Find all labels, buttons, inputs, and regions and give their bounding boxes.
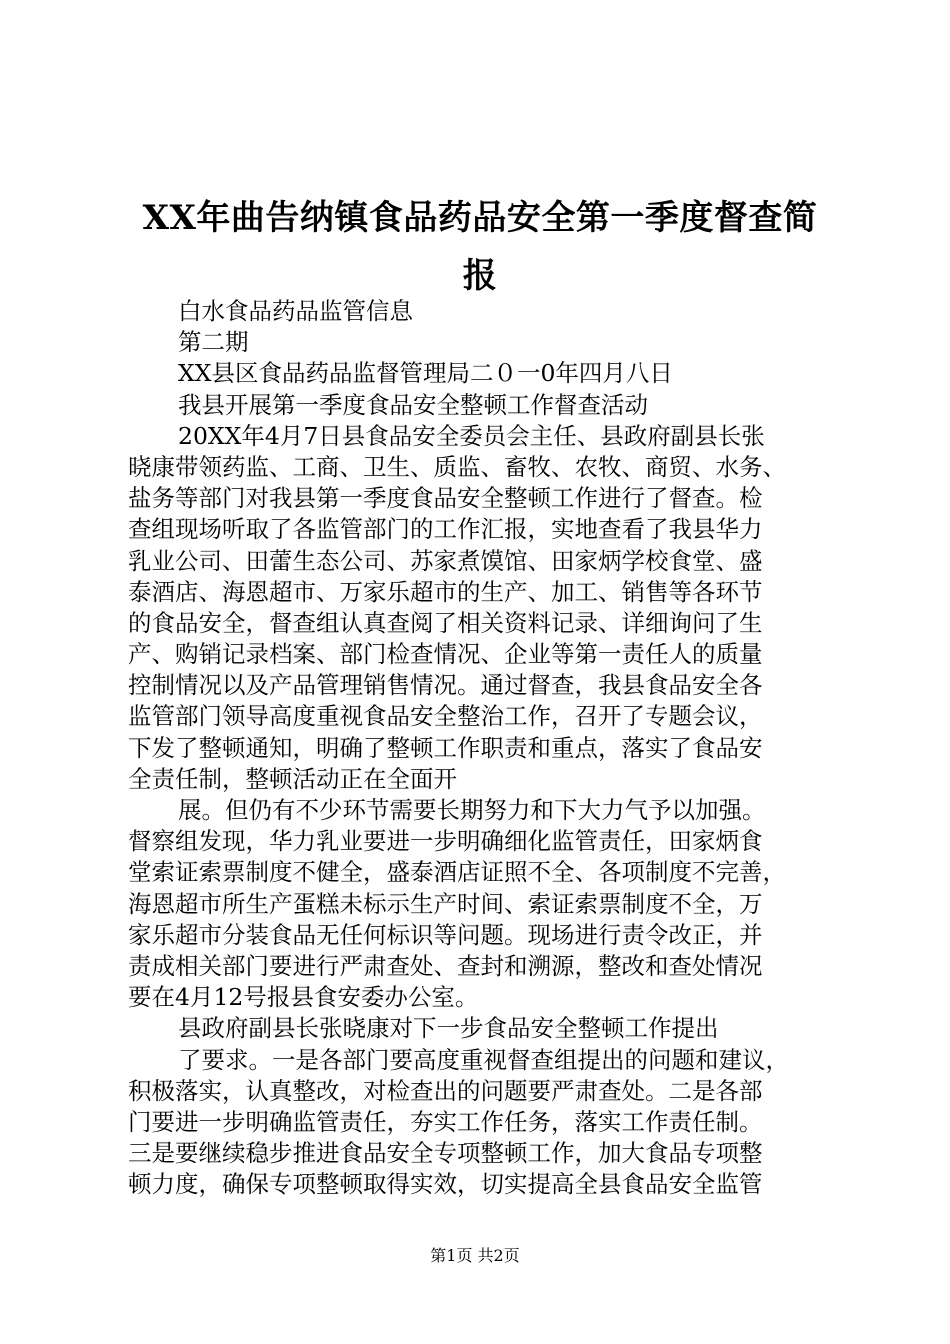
text-line: 家乐超市分装食品无任何标识等问题。现场进行责令改正，并 <box>128 920 763 949</box>
text-line: 督察组发现，华力乳业要进一步明确细化监管责任，田家炳食 <box>128 827 763 856</box>
text-line: 白水食品药品监管信息 <box>178 297 413 325</box>
text-line: XX县区食品药品监督管理局二０一0年四月八日 <box>178 359 673 388</box>
text-line: 查组现场听取了各监管部门的工作汇报，实地查看了我县华力 <box>128 515 763 544</box>
text-line: 了要求。一是各部门要高度重视督查组提出的问题和建议， <box>178 1045 789 1074</box>
text-line: 顿力度，确保专项整顿取得实效，切实提高全县食品安全监管 <box>128 1170 763 1199</box>
text-line: 第二期 <box>178 328 249 357</box>
page-footer: 第1页 共2页 <box>430 1246 520 1265</box>
text-line: 责成相关部门要进行严肃查处、查封和溯源，整改和查处情况 <box>128 951 763 980</box>
text-line: 积极落实，认真整改，对检查出的问题要严肃查处。二是各部 <box>128 1076 763 1105</box>
text-line: 要在4月12号报县食安委办公室。 <box>128 983 479 1012</box>
text-line: 三是要继续稳步推进食品安全专项整顿工作，加大食品专项整 <box>128 1139 763 1168</box>
text-line: 海恩超市所生产蛋糕未标示生产时间、索证索票制度不全，万 <box>128 889 763 918</box>
document-title-line1: XX年曲告纳镇食品药品安全第一季度督查简 <box>142 198 818 238</box>
text-line: 展。但仍有不少环节需要长期努力和下大力气予以加强。 <box>178 796 766 824</box>
text-line: 我县开展第一季度食品安全整顿工作督查活动 <box>178 390 648 419</box>
text-line: 监管部门领导高度重视食品安全整治工作，召开了专题会议， <box>128 702 763 731</box>
text-line: 全责任制，整顿活动正在全面开 <box>128 764 457 793</box>
text-line: 的食品安全，督查组认真查阅了相关资料记录、详细询问了生 <box>128 608 763 637</box>
text-line: 门要进一步明确监管责任，夯实工作任务，落实工作责任制。 <box>128 1107 763 1136</box>
text-line: 下发了整顿通知，明确了整顿工作职责和重点，落实了食品安 <box>128 733 763 762</box>
text-line: 堂索证索票制度不健全，盛泰酒店证照不全、各项制度不完善， <box>128 858 786 887</box>
text-line: 县政府副县长张晓康对下一步食品安全整顿工作提出 <box>178 1014 719 1043</box>
text-line: 控制情况以及产品管理销售情况。通过督查，我县食品安全各 <box>128 671 763 700</box>
document-body <box>128 296 830 1200</box>
text-line: 20XX年4月7日县食品安全委员会主任、县政府副县长张 <box>178 421 765 450</box>
text-line: 晓康带领药监、工商、卫生、质监、畜牧、农牧、商贸、水务、 <box>128 452 786 481</box>
text-line: 产、购销记录档案、部门检查情况、企业等第一责任人的质量 <box>128 640 763 669</box>
text-line: 乳业公司、田蕾生态公司、苏家煮馍馆、田家炳学校食堂、盛 <box>128 546 763 575</box>
text-line: 盐务等部门对我县第一季度食品安全整顿工作进行了督查。检 <box>128 484 763 513</box>
document-title-line2: 报 <box>462 256 498 296</box>
text-line: 泰酒店、海恩超市、万家乐超市的生产、加工、销售等各环节 <box>128 577 763 606</box>
